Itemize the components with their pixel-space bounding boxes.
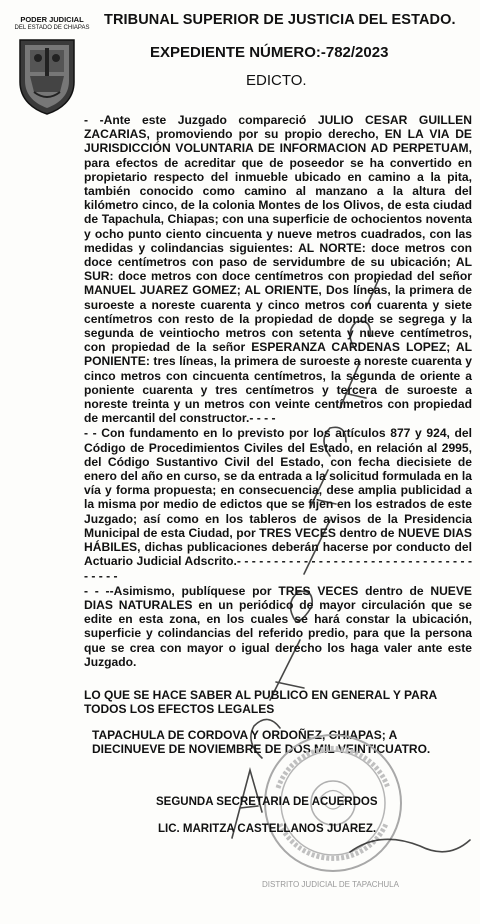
logo-line-1: PODER JUDICIAL	[20, 15, 84, 24]
paragraph-petition: - -Ante este Juzgado compareció JULIO CESAR GUILLEN ZACARIAS, promoviendo por su propio derecho, EN LA VIA DE JURISDICCIÓN VOLUNTARIA DE INFORMACION AD PERPETUAM, para efectos de acreditar que de poseedor se ha convertido en propietario respecto del inmueble ubicado en camino a la pita, también conocido como camino al manzano a la altura del kilómetro cinco, de la colonia Montes de los Olivos, de esta ciudad de Tapachula, Chiapas; con una superficie de ochocientos noventa y ocho punto ciento cincuenta y nueve metros cuadrados, con las medidas y colindancias siguientes: AL NORTE: doce metros con doce centímetros con paso de servidumbre de su ubicación; AL SUR: doce metros con doce centímetros con propiedad del señor MANUEL JUAREZ GOMEZ; AL ORIENTE, Dos líneas, la primera de suroeste a noreste cuarenta y cinco metros con cuarenta y siete centímetros con resto de la propiedad de donde se segrega y la segunda de veintiocho metros con setenta y nueve centímetros, con propiedad de la señor ESPERANZA CARDENAS LOPEZ; AL PONIENTE: tres líneas, la primera de suroeste a noreste cuarenta y cinco metros con cincuenta centímetros, la segunda de oriente a poniente cuarenta y tres centímetros y tercera de suroeste a noreste treinta y un metros con veinte centímetros con propiedad de mercantil del constructor.- - - -	[84, 113, 472, 426]
logo-line-2: DEL ESTADO DE CHIAPAS	[14, 25, 90, 31]
court-logo	[6, 6, 90, 116]
public-notice: LO QUE SE HACE SABER AL PUBLICO EN GENERAL Y PARA TODOS LOS EFECTOS LEGALES	[84, 688, 437, 716]
paragraph-publication: - - --Asimismo, publíquese por TRES VECES dentro de NUEVE DIAS NATURALES en un periódico de mayor circulación que se edite en esta zona, en los cuales se hará constar la ubicación, superficie y colindancias del referido predio, para que la persona que se crea con mayor o igual derecho los haga valer ante este Juzgado.	[84, 583, 472, 669]
chiapas-crest-icon	[16, 36, 78, 116]
paragraph-legal-basis: - - Con fundamento en lo previsto por los artículos 877 y 924, del Código de Procedimientos Civiles del Estado, en relación al 2995, del Código Sustantivo Civil del Estado, con fecha diecisiete de enero del año en curso, se da entrada a la solicitud formulada en la vía y forma propuesta; en consecuencia, dese amplia publicidad a la misma por medio de edictos que se fijen en los estrados de este Juzgado; así como en los tableros de avisos de la Presidencia Municipal de esta Ciudad, por TRES VECES dentro de NUEVE DIAS HÁBILES, dichas publicaciones deberán hacerse por conducto del Actuario Judicial Adscrito.- - - - - - - - - - - - - - - - - - - - - - - - - - - - - - - - - - - - -	[84, 426, 472, 583]
court-title: TRIBUNAL SUPERIOR DE JUSTICIA DEL ESTADO.	[104, 12, 456, 28]
case-number: EXPEDIENTE NÚMERO:-782/2023	[150, 44, 389, 61]
edict-body	[84, 113, 472, 669]
office-name: SEGUNDA SECRETARIA DE ACUERDOS	[156, 796, 378, 808]
seal-caption: DISTRITO JUDICIAL DE TAPACHULA	[262, 880, 399, 889]
logo-text	[12, 16, 92, 32]
place-and-date: TAPACHULA DE CORDOVA Y ORDOÑEZ, CHIAPAS; A DIECINUEVE DE NOVIEMBRE DE DOS MIL VEINTICUATRO.	[92, 728, 431, 756]
signatory-name: LIC. MARITZA CASTELLANOS JUAREZ.	[158, 823, 377, 835]
document-type: EDICTO.	[246, 72, 307, 89]
